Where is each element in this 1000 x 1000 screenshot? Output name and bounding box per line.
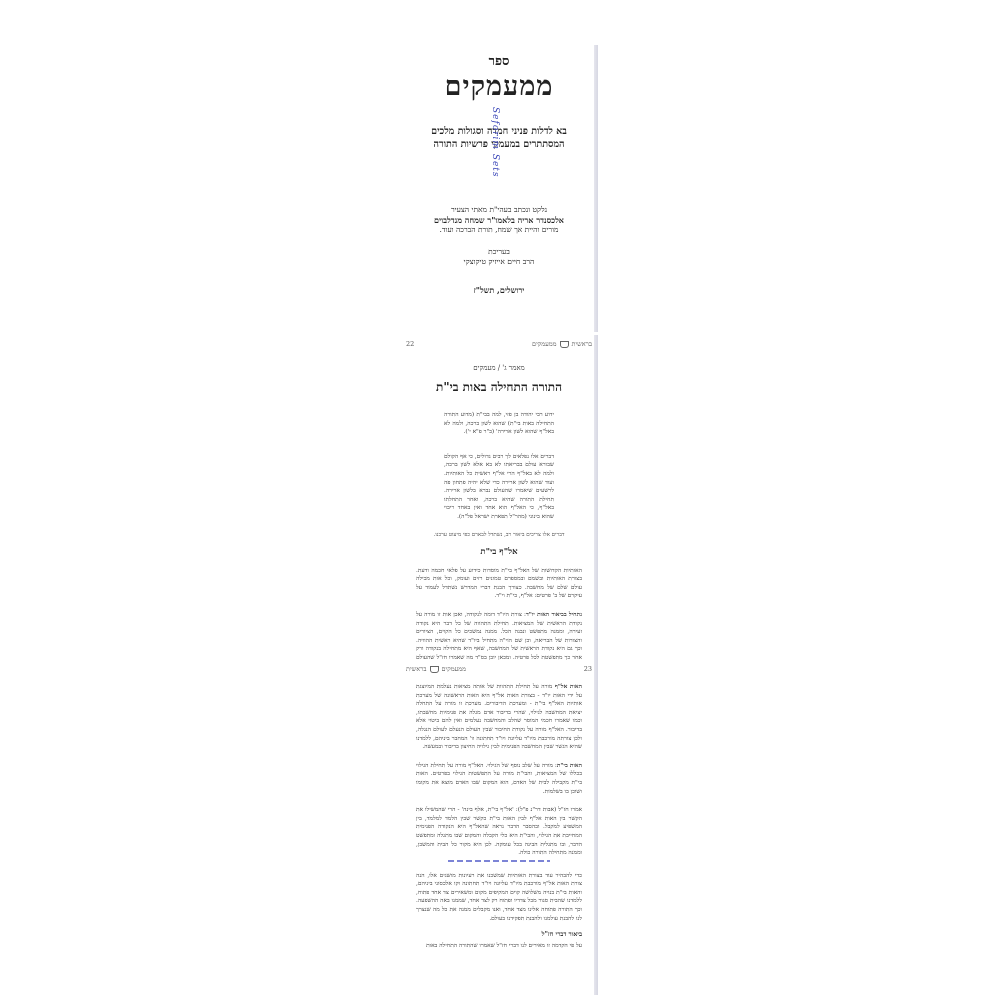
body-paragraph: כדי להבהיר עוד בצורת האותיות שמשכנו את רעיונות מושגים אלו, הנה צורת האות אל"ף מורכבת מיו"ד עליונה ויו"ד תחתונה וקו אלכסוני ביניהם, והאות בי"ת בנויה משלושה קוים המקיפים מקום ומשאירים צד אחד פתוח, ללמדנו שהבית סגור מכל צדדיו ופתוח רק לצד אחד, שממנו באה ההשפעה. וכך התורה פתוחה אלינו מצד אחד, ואנו מקבלים ממנה את כל מה שנצרך לנו להבנת עולמנו ולהבנת תפקידנו בעולם. <box>416 872 582 922</box>
paragraph-text: : מורה על שלב נוסף של הגילוי. האל"ף מורה על תחילת הגילוי בכללו של המציאות, והבי"ת מורה על התפשטות הגילוי בפרטים. האות בי"ת מקבילה לבית של האדם, הוא המקום שבו האדם מוצא את מקומו ושוכן בו בשלמות. <box>416 762 582 795</box>
body-paragraph: אמרו חז"ל (אבות דר"נ פ"ל): 'אל"ף בי"ת, אלף בינה' - הרי שהמשילו את הקשר בין האות אל"ף לבין האות בי"ת כקשר שבין הלמד למלמד, בין המשפיע למקבל. ובהסבר הדבר נראה שהאל"ף היא הנקודה הפנימית המחייבת את הגילוי, והבי"ת היא כלי הקבלה והמקום שבו מתגלה ומתפשט הדבר, ובו מתגלית הבינה בכל עומקה. לכן היא מקור כל הבית והמשכן, וממנה מתחילה התורה כולה. <box>416 807 582 857</box>
credit-line-1: נלקט ונכתב בעהי"ת מאתי הצעיר <box>450 205 548 214</box>
ink-mark <box>448 860 550 862</box>
explanation-paragraph: דברים אלו נפלאים לך רבים גדולים, כי אף הקולם שבורא עולם בבריאתו לא בא אלא לשון ברכה, ולמה לא באל"ף הרי אל"ף ראשית כל האותיות. ועוד שהוא לשון ארירה כדי שלא יהיה פתחון פה לרשעים שיאמרו שהעולם נברא בלשון ארירה. תחילת התורה שהיא ברכה, ואחר התחלתו באל"ף, כי האל"ף הוא אחד ואין באחד ריבוי שהוא בינוני (מהר"ל תפארת ישראל פל"ה). <box>444 453 554 520</box>
page-header <box>400 660 598 673</box>
page-23 <box>400 660 598 995</box>
note-line: דברים אלו צריכים ביאור רב, נשתדל לבארם כפי מיעוט ערכנו. <box>433 531 565 538</box>
paragraph-lead: נתחיל בביאור האות יו"ד <box>525 611 582 618</box>
place-year: ירושלים, תשל"ז <box>473 285 525 295</box>
book-name: ממעמקים <box>441 665 466 673</box>
credit-block <box>400 205 598 235</box>
page-number: 22 <box>406 340 415 348</box>
body-paragraph <box>416 762 582 796</box>
running-head <box>532 340 592 348</box>
chapter-title: התורה התחילה באות בי"ת <box>436 380 562 394</box>
paragraph-lead: האות בי"ת <box>556 762 582 769</box>
book-name: ממעמקים <box>532 340 557 348</box>
body-paragraph <box>416 683 582 752</box>
page-edge <box>594 45 598 332</box>
parasha-label: בראשית <box>571 340 592 348</box>
editor-label: בעריכת <box>488 247 510 256</box>
paragraph-text: : צורת היו"ד דומה לנקודה, ואכן אות זו מורה על נקודת הראשית של המציאות. תחילת התהווה של כל דבר היא נקודה זעירה, וממנה מתפשט ונבנה הכל. ממנה נמשכים כל הקוים, הציורים והצורות של הבריאה, וכן שם הוי"ה מתחיל ביו"ד שהיא ראשית ההוויה. וכך גם היא נקודת הראשית של המחשבה, שאף היא מתחילה בנקודה ורק אחר כך מתפשטת לכל פרטיה. ומכאן יובן בס"ד מה שאמרו חז"ל שהעולם <box>416 611 582 660</box>
subtitle-line-2: המסתתרים במעמקי פרשיות התורה <box>433 139 565 150</box>
page-number: 23 <box>583 665 592 673</box>
subsection-heading: ביאור דברי חז"ל <box>541 931 582 939</box>
book-icon <box>430 666 439 673</box>
book-icon <box>560 341 569 348</box>
quote-paragraph: ידוע רבי יהודה בן פזי, למה בבי"ת (מדוע התורה התחילה באות בי"ת) שהוא לשון ברכה, ולמה לא באל"ף שהוא לשון ארירה' (ב"ר פ"א י'). <box>444 412 554 436</box>
paragraph-text: מורה על תחילת התהוות של אותה מציאות נעלמת המיוצגת על ידי האות יו"ד - בצורת האות אל"ף היא האות הראשונה של מערכת אותיות האל"ף בי"ת - ומערכת הדיבורים. מערכת זו מורה על התחלה יציאת המחשבה לגילוי, שהרי בדיבור אדם מגלה את פנימיות מחשבתו, וכמו שאמרו חכמי המוסר שהלב והמחשבה נעלמים ואין להם ביטוי אלא בדיבור. האל"ף מורה על נקודת החיבור שבין העולם הנעלם לעולם הנגלה, ולכן צורתה מורכבת מיו"ד עליונה ויו"ד תחתונה וו' המחבר ביניהם, ללמדנו שהיא הגשר שבין המחשבה הפנימית לבין גילויה החיצון בדיבור ובמעשה. <box>416 684 582 751</box>
last-line: על פי הקדמה זו מאירים לנו דברי חז"ל שאמרו שהתורה התחילה באות <box>426 943 582 950</box>
credit-author: אלכסנדר אריה בלאמו"ר שמחה מנדלבוים <box>434 215 564 225</box>
page-edge <box>594 335 598 660</box>
page-22 <box>400 335 598 660</box>
credit-line-3: מורים והיית אך שמח, תורת הברכה ועוד. <box>439 225 559 234</box>
page-header <box>400 335 598 348</box>
running-head <box>406 665 466 673</box>
sefer-label: ספר <box>488 54 510 69</box>
editor-name: הרב חיים אייזיק טיקוצקי <box>463 257 535 266</box>
title-page <box>400 45 598 332</box>
body-paragraph <box>416 611 582 660</box>
watermark-stamp: Seforim Sets <box>490 107 500 178</box>
section-title: אל"ף בי"ת <box>480 546 518 557</box>
parasha-label: בראשית <box>406 665 427 673</box>
page-edge <box>594 660 598 995</box>
body-paragraph: האותיות הקדושות של האל"ף בי"ת מוסדות כידוע על פלאי חכמה ודעת. בצורת האותיות ובשמם ובמספרם טמונים רזים ועומק, וכל אות מכילה עולם שלם של מחשבה. כצורך הבנת דברי המדרש נשתדל לעמוד על עיקרם של ב' פרטים: אל"ף, בי"ת וי"ד. <box>416 567 582 600</box>
paragraph-lead: האות אל"ף <box>554 684 582 690</box>
subtitle-line-1: בא לדלות פניני חמדה וסגולות מלכים <box>431 126 567 137</box>
chapter-label: מאמר ג' / מעמקים <box>473 364 525 372</box>
editor-block <box>400 247 598 267</box>
book-title: ממעמקים <box>444 71 554 102</box>
